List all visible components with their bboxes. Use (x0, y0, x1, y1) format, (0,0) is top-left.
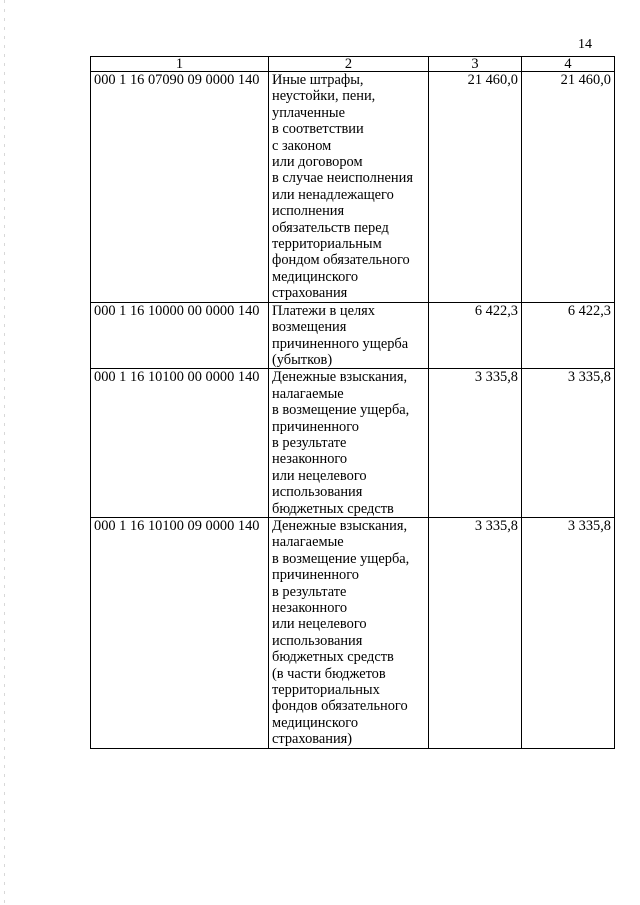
amount-col-3-cell: 3 335,8 (429, 369, 522, 518)
table-row (91, 517, 615, 748)
header-col-3: 3 (429, 57, 522, 72)
amount-col-4-cell: 21 460,0 (522, 72, 615, 303)
budget-code-cell: 000 1 16 10100 00 0000 140 (91, 369, 269, 518)
table-body (91, 72, 615, 749)
budget-code-cell: 000 1 16 07090 09 0000 140 (91, 72, 269, 303)
revenue-name-line: или нецелевого (272, 616, 367, 633)
revenue-name-line: фондом обязательного (272, 252, 410, 269)
revenue-name-line: исполнения (272, 203, 345, 220)
revenue-name-line: Иные штрафы, (272, 72, 364, 88)
amount-col-3-cell: 6 422,3 (429, 302, 522, 369)
revenue-name-line: возмещения (272, 319, 347, 336)
revenue-name-line: в результате (272, 434, 347, 451)
header-col-1: 1 (91, 57, 269, 72)
revenue-name-line: или нецелевого (272, 467, 367, 484)
revenue-name-line: уплаченные (272, 104, 345, 121)
revenue-name-line: незаконного (272, 600, 348, 616)
revenue-name-line: территориальным (272, 236, 382, 253)
amount-col-4-cell: 6 422,3 (522, 302, 615, 369)
revenue-name-line: в возмещение ущерба, (272, 550, 410, 567)
revenue-name-line: в результате (272, 583, 347, 600)
revenue-name-cell (269, 72, 429, 303)
amount-col-4-cell: 3 335,8 (522, 369, 615, 518)
revenue-name-line: (убытков) (272, 351, 333, 368)
table-row (91, 369, 615, 518)
revenue-name-line: бюджетных средств (272, 500, 394, 517)
revenue-name-line: налагаемые (272, 534, 344, 551)
scan-edge-artifact (4, 0, 5, 905)
revenue-name-line: или договором (272, 154, 363, 171)
revenue-name-line: в случае неисполнения (272, 170, 413, 187)
revenue-name-cell (269, 517, 429, 748)
table-row (91, 72, 615, 303)
revenue-name-line: использования (272, 632, 363, 649)
revenue-name-line: бюджетных средств (272, 649, 394, 666)
amount-col-3-cell: 3 335,8 (429, 517, 522, 748)
table-header (91, 57, 615, 72)
amount-col-3-cell: 21 460,0 (429, 72, 522, 303)
revenue-name-line: (в части бюджетов (272, 665, 386, 682)
revenue-name-line: территориальных (272, 682, 380, 699)
revenue-name-line: в возмещение ущерба, (272, 402, 410, 419)
revenue-name-line: налагаемые (272, 385, 344, 402)
header-col-2: 2 (269, 57, 429, 72)
revenue-name-line: в соответствии (272, 121, 364, 138)
header-row (91, 57, 615, 72)
revenue-name-line: медицинского (272, 714, 359, 731)
page-number: 14 (578, 37, 592, 52)
revenue-name-line: Денежные взыскания, (272, 369, 408, 386)
revenue-name-cell (269, 369, 429, 518)
budget-code-cell: 000 1 16 10100 09 0000 140 (91, 517, 269, 748)
revenue-name-line: страхования (272, 285, 348, 302)
revenue-name-line: причиненного (272, 567, 359, 584)
revenue-name-line: медицинского (272, 268, 359, 285)
revenue-name-line: причиненного ущерба (272, 335, 409, 352)
header-col-4: 4 (522, 57, 615, 72)
table-row (91, 302, 615, 369)
revenue-name-line: страхования) (272, 731, 353, 748)
revenue-name-line: Платежи в целях (272, 302, 375, 319)
revenue-name-cell (269, 302, 429, 369)
revenue-name-line: Денежные взыскания, (272, 517, 408, 534)
revenue-name-line: неустойки, пени, (272, 88, 376, 105)
revenue-name-line: фондов обязательного (272, 698, 408, 715)
revenue-name-line: с законом (272, 137, 332, 154)
revenue-name-line: незаконного (272, 451, 348, 468)
budget-table (90, 56, 615, 749)
revenue-name-line: причиненного (272, 418, 359, 435)
budget-code-cell: 000 1 16 10000 00 0000 140 (91, 302, 269, 369)
revenue-name-line: обязательств перед (272, 219, 389, 236)
revenue-name-line: использования (272, 484, 363, 501)
revenue-name-line: или ненадлежащего (272, 186, 394, 203)
amount-col-4-cell: 3 335,8 (522, 517, 615, 748)
